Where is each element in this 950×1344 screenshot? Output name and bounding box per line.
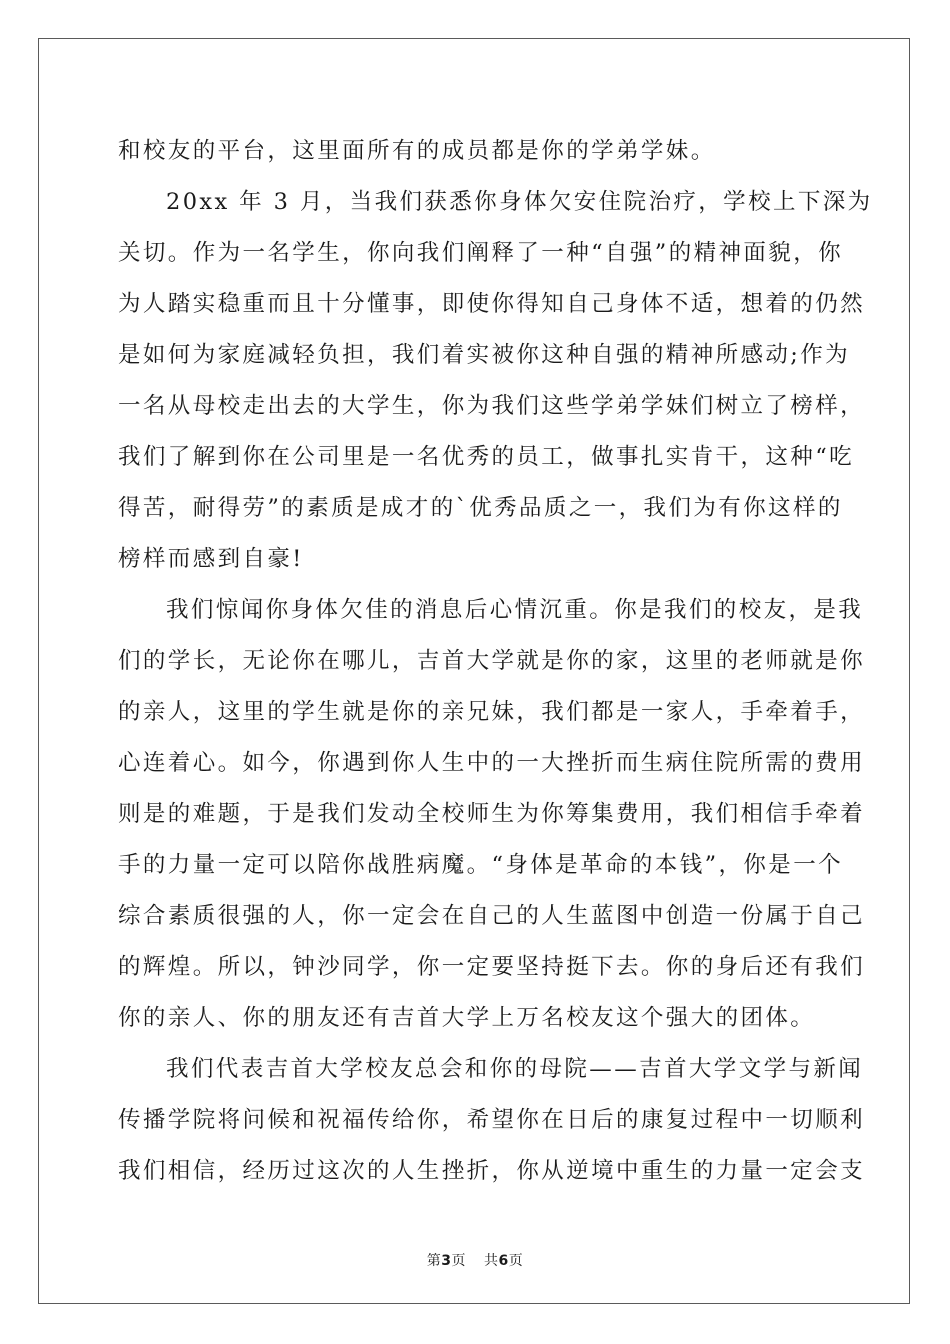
text-line: 一名从母校走出去的大学生，你为我们这些学弟学妹们树立了榜样， [118,393,866,419]
text-line: 们的学长，无论你在哪儿，吉首大学就是你的家，这里的老师就是你 [118,648,866,674]
footer-page-number: 3 [441,1253,452,1269]
text-line: 我们惊闻你身体欠佳的消息后心情沉重。你是我们的校友，是我 [166,597,864,623]
text-line: 的辉煌。所以，钟沙同学，你一定要坚持挺下去。你的身后还有我们 [118,954,866,980]
footer-page-suffix: 页 [451,1253,466,1269]
text-line: 20xx 年 3 月，当我们获悉你身体欠安住院治疗，学校上下深为 [166,189,873,215]
text-line: 为人踏实稳重而且十分懂事，即使你得知自己身体不适，想着的仍然 [118,291,866,317]
text-line: 和校友的平台，这里面所有的成员都是你的学弟学妹。 [118,138,716,164]
text-line: 我们了解到你在公司里是一名优秀的员工，做事扎实肯干，这种“吃 [118,444,855,470]
footer-total-suffix: 页 [508,1253,524,1269]
text-line: 手的力量一定可以陪你战胜病魔。“身体是革命的本钱”，你是一个 [118,852,844,878]
footer-total-pages: 6 [498,1253,509,1269]
text-line: 榜样而感到自豪! [118,546,304,572]
text-line: 我们代表吉首大学校友总会和你的母院——吉首大学文学与新闻 [166,1056,864,1082]
page-footer [0,1250,950,1270]
text-line: 传播学院将问候和祝福传给你，希望你在日后的康复过程中一切顺利 [118,1107,866,1133]
text-line: 关切。作为一名学生，你向我们阐释了一种“自强”的精神面貌，你 [118,240,844,266]
text-line: 你的亲人、你的朋友还有吉首大学上万名校友这个强大的团体。 [118,1005,816,1031]
text-line: 我们相信，经历过这次的人生挫折，你从逆境中重生的力量一定会支 [118,1158,866,1184]
document-body [118,126,873,1197]
text-line: 心连着心。如今，你遇到你人生中的一大挫折而生病住院所需的费用 [118,750,866,776]
text-line: 的亲人，这里的学生就是你的亲兄妹，我们都是一家人，手牵着手， [118,699,866,725]
text-line: 得苦，耐得劳”的素质是成才的`优秀品质之一，我们为有你这样的 [118,495,843,521]
text-line: 综合素质很强的人，你一定会在自己的人生蓝图中创造一份属于自己 [118,903,866,929]
footer-page-prefix: 第 [426,1253,442,1269]
text-line: 则是的难题，于是我们发动全校师生为你筹集费用，我们相信手牵着 [118,801,866,827]
footer-total-prefix: 共 [484,1253,499,1269]
text-line: 是如何为家庭减轻负担，我们着实被你这种自强的精神所感动;作为 [118,342,851,368]
